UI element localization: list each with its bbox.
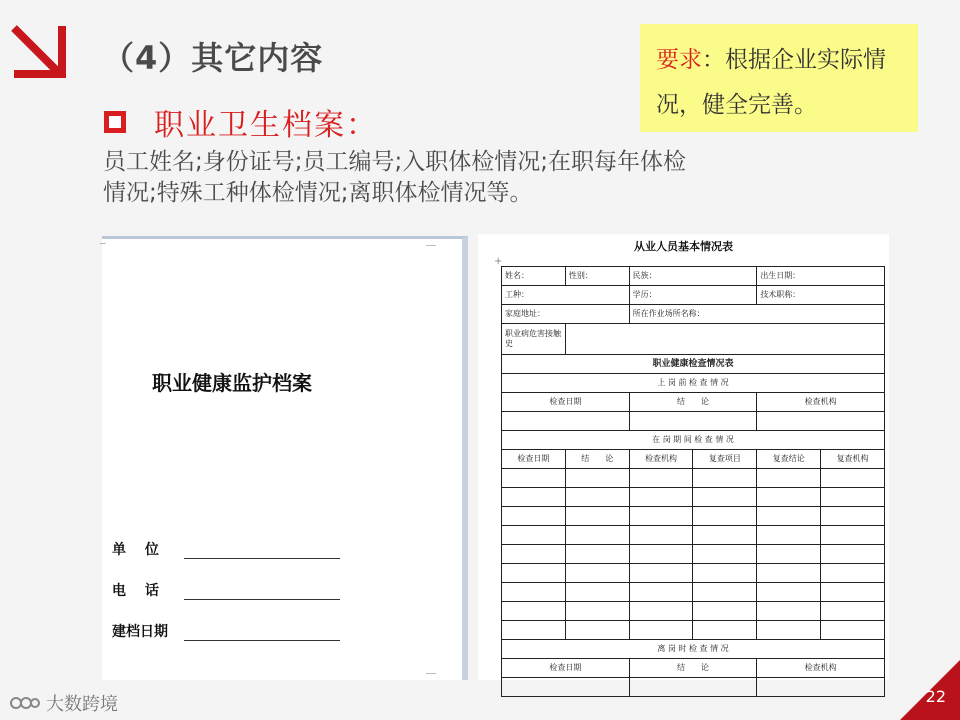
col-header: 结 论 xyxy=(629,659,757,678)
requirement-note xyxy=(640,24,918,132)
col-header: 复查结论 xyxy=(757,450,821,469)
cover-title: 职业健康监护档案 xyxy=(152,371,312,395)
page-number: 22 xyxy=(925,687,946,706)
col-header: 检查日期 xyxy=(502,393,630,412)
col-header: 检查机构 xyxy=(757,659,885,678)
form-table xyxy=(501,266,885,697)
form-title: 从业人员基本情况表 xyxy=(634,240,733,253)
square-bullet-icon xyxy=(104,111,126,133)
form-cell: 民族： xyxy=(629,267,757,286)
watermark-text: 大数跨境 xyxy=(46,694,118,715)
watermark-logo-icon xyxy=(10,694,40,712)
personnel-form-image: + 从业人员基本情况表 姓名： 性别： 民族： 出生日期： 工种： 学历： 技术职称： 家庭地址： 所在作业场所名称： 职业病危害接触史 职业健康检查情况表 上 岗 前 检 查 情 况 检查日期 结 论 检查机构 在 岗 期 间 检 查 情 况 检查日期 结 论 检查机构 复查项目 复查结论 复查机构 离 岗 时 检 查 情 况 检查日期 结 论 检查机构 xyxy=(478,234,889,680)
form-cell: 工种： xyxy=(502,286,630,305)
col-header: 结 论 xyxy=(565,450,629,469)
form-cell: 出生日期： xyxy=(757,267,885,286)
form-cell: 性别： xyxy=(565,267,629,286)
form-cell: 家庭地址： xyxy=(502,305,630,324)
watermark xyxy=(10,690,118,716)
arrow-down-right-icon xyxy=(10,18,68,80)
section-title: 职业卫生档案： xyxy=(154,108,378,143)
archive-cover-image xyxy=(102,236,468,680)
col-header: 检查日期 xyxy=(502,659,630,678)
section-heading xyxy=(104,100,378,144)
col-header: 复查机构 xyxy=(821,450,885,469)
hazard-history-label: 职业病危害接触史 xyxy=(502,324,566,355)
on-job-heading: 在 岗 期 间 检 查 情 况 xyxy=(502,431,885,450)
form-cell: 所在作业场所名称： xyxy=(629,305,884,324)
col-header: 检查日期 xyxy=(502,450,566,469)
cover-field-unit: 单 位 xyxy=(112,539,340,559)
col-header: 检查机构 xyxy=(757,393,885,412)
col-header: 结 论 xyxy=(629,393,757,412)
col-header: 检查机构 xyxy=(629,450,693,469)
pre-job-heading: 上 岗 前 检 查 情 况 xyxy=(502,374,885,393)
col-header: 复查项目 xyxy=(693,450,757,469)
form-cell: 姓名： xyxy=(502,267,566,286)
cover-field-phone: 电 话 xyxy=(112,580,340,600)
description-text: 员工姓名;身份证号;员工编号;入职体检情况;在职每年体检情况;特殊工种体检情况;离职体检情况等。 xyxy=(103,149,686,206)
requirement-label: 要求 xyxy=(656,47,702,73)
cover-field-date: 建档日期 xyxy=(112,621,340,641)
form-cell: 学历： xyxy=(629,286,757,305)
slide-title: （4）其它内容 xyxy=(102,39,324,77)
health-check-title: 职业健康检查情况表 xyxy=(502,355,885,374)
off-job-heading: 离 岗 时 检 查 情 况 xyxy=(502,640,885,659)
form-cell: 技术职称： xyxy=(757,286,885,305)
requirement-text: ：根据企业实际情况，健全完善。 xyxy=(656,47,886,118)
